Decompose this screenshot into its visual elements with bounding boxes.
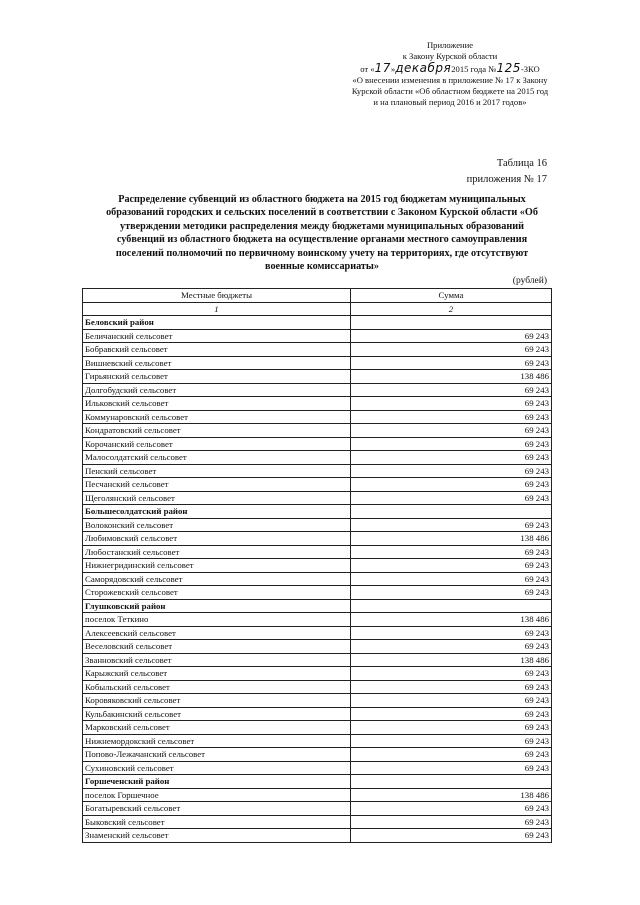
- date-prefix: от «: [360, 63, 375, 74]
- date-year: 2015 года №: [451, 63, 497, 74]
- settlement-name: Беличанский сельсовет: [83, 329, 351, 343]
- amount-cell: 69 243: [351, 640, 552, 654]
- settlement-name: Знаменский сельсовет: [83, 829, 351, 843]
- amount-cell: 69 243: [351, 680, 552, 694]
- table-row: [83, 761, 552, 775]
- appendix-line-5: Курской области «Об областном бюджете на 2015 год: [351, 86, 549, 97]
- table-row: [83, 680, 552, 694]
- table-index-row: [83, 302, 552, 316]
- amount-cell: 69 243: [351, 329, 552, 343]
- district-name: Глушковский район: [83, 599, 351, 613]
- table-row: [83, 788, 552, 802]
- amount-cell: 69 243: [351, 802, 552, 816]
- settlement-name: Пенский сельсовет: [83, 464, 351, 478]
- appendix-line-2: к Закону Курской области: [402, 51, 498, 62]
- amount-cell: [351, 775, 552, 789]
- settlement-name: Нижнегридинский сельсовет: [83, 559, 351, 573]
- settlement-name: Быковский сельсовет: [83, 815, 351, 829]
- appendix-line-1: Приложение: [426, 40, 474, 50]
- settlement-name: Богатыревский сельсовет: [83, 802, 351, 816]
- handwritten-number: 125: [496, 60, 521, 75]
- table-header-row: [83, 289, 552, 303]
- date-mid: »: [390, 63, 396, 74]
- settlement-name: Алексеевский сельсовет: [83, 626, 351, 640]
- table-row: [83, 518, 552, 532]
- settlement-name: Марковский сельсовет: [83, 721, 351, 735]
- table-row: [83, 694, 552, 708]
- district-name: Беловский район: [83, 316, 351, 330]
- table-row: [83, 329, 552, 343]
- table-row: [83, 356, 552, 370]
- amount-cell: 138 486: [351, 532, 552, 546]
- table-row: [83, 424, 552, 438]
- district-name: Большесолдатский район: [83, 505, 351, 519]
- table-row: [83, 397, 552, 411]
- settlement-name: Любимовский сельсовет: [83, 532, 351, 546]
- settlement-name: Песчанский сельсовет: [83, 478, 351, 492]
- table-row: [83, 383, 552, 397]
- number-suffix: -ЗКО: [520, 63, 540, 74]
- district-row: [83, 775, 552, 789]
- table-row: [83, 640, 552, 654]
- amount-cell: 69 243: [351, 478, 552, 492]
- settlement-name: Малосолдатский сельсовет: [83, 451, 351, 465]
- appendix-number: приложения № 17: [466, 174, 547, 185]
- settlement-name: Сухиновский сельсовет: [83, 761, 351, 775]
- table-row: [83, 370, 552, 384]
- settlement-name: Веселовский сельсовет: [83, 640, 351, 654]
- subventions-table: [82, 288, 552, 843]
- amount-cell: 69 243: [351, 667, 552, 681]
- table-row: [83, 802, 552, 816]
- settlement-name: поселок Теткино: [83, 613, 351, 627]
- amount-cell: 69 243: [351, 761, 552, 775]
- amount-cell: 69 243: [351, 559, 552, 573]
- table-row: [83, 613, 552, 627]
- amount-cell: 69 243: [351, 707, 552, 721]
- table-row: [83, 586, 552, 600]
- table-row: [83, 626, 552, 640]
- district-row: [83, 599, 552, 613]
- amount-cell: 69 243: [351, 464, 552, 478]
- amount-cell: 138 486: [351, 788, 552, 802]
- document-title: Распределение субвенций из областного бюджета на 2015 год бюджетам муниципальных образований городских и сельских поселений в соответствии с Законом Курской области «Об утверждении методики распределения между бюджетами муниципальных образований субвенций из областного бюджета на осуществление органами местного самоуправления поселений полномочий по первичному воинскому учету на территориях, где отсутствуют военные комиссариаты»: [106, 194, 538, 273]
- table-row: [83, 343, 552, 357]
- amount-cell: 69 243: [351, 451, 552, 465]
- table-row: [83, 410, 552, 424]
- settlement-name: Саморядовский сельсовет: [83, 572, 351, 586]
- settlement-name: Корочанский сельсовет: [83, 437, 351, 451]
- amount-cell: 69 243: [351, 734, 552, 748]
- table-row: [83, 437, 552, 451]
- settlement-name: Волоконский сельсовет: [83, 518, 351, 532]
- district-name: Горшеченский район: [83, 775, 351, 789]
- amount-cell: 69 243: [351, 815, 552, 829]
- amount-cell: 69 243: [351, 356, 552, 370]
- table-row: [83, 451, 552, 465]
- settlement-name: Любостанский сельсовет: [83, 545, 351, 559]
- table-reference: [467, 156, 547, 188]
- amount-cell: 138 486: [351, 653, 552, 667]
- settlement-name: Бобравский сельсовет: [83, 343, 351, 357]
- amount-cell: 69 243: [351, 829, 552, 843]
- amount-cell: [351, 599, 552, 613]
- amount-cell: 69 243: [351, 748, 552, 762]
- settlement-name: Гирьянский сельсовет: [83, 370, 351, 384]
- amount-cell: 69 243: [351, 572, 552, 586]
- handwritten-month: декабря: [395, 60, 452, 75]
- appendix-header: [318, 40, 582, 109]
- table-row: [83, 707, 552, 721]
- amount-cell: 69 243: [351, 343, 552, 357]
- settlement-name: Кобыльский сельсовет: [83, 680, 351, 694]
- table-row: [83, 532, 552, 546]
- appendix-date-line: [318, 60, 582, 75]
- amount-cell: 69 243: [351, 694, 552, 708]
- amount-cell: 69 243: [351, 397, 552, 411]
- table-row: [83, 815, 552, 829]
- amount-cell: 69 243: [351, 518, 552, 532]
- amount-cell: [351, 505, 552, 519]
- settlement-name: Долгобудский сельсовет: [83, 383, 351, 397]
- settlement-name: Коммунаровский сельсовет: [83, 410, 351, 424]
- table-row: [83, 721, 552, 735]
- appendix-line-4: «О внесении изменения в приложение № 17 к Закону: [352, 74, 548, 85]
- unit-label: (рублей): [512, 276, 547, 286]
- settlement-name: Кульбакинский сельсовет: [83, 707, 351, 721]
- table-row: [83, 667, 552, 681]
- table-row: [83, 545, 552, 559]
- index-col-2: 2: [351, 302, 552, 316]
- table-row: [83, 572, 552, 586]
- handwritten-day: 17: [374, 60, 391, 75]
- header-budgets: Местные бюджеты: [83, 289, 351, 303]
- index-col-1: 1: [83, 302, 351, 316]
- district-row: [83, 505, 552, 519]
- district-row: [83, 316, 552, 330]
- settlement-name: Званновский сельсовет: [83, 653, 351, 667]
- amount-cell: 69 243: [351, 491, 552, 505]
- header-amount: Сумма: [351, 289, 552, 303]
- settlement-name: Вишневский сельсовет: [83, 356, 351, 370]
- amount-cell: 69 243: [351, 437, 552, 451]
- amount-cell: 138 486: [351, 370, 552, 384]
- settlement-name: Нижнемордокский сельсовет: [83, 734, 351, 748]
- amount-cell: 69 243: [351, 424, 552, 438]
- table-row: [83, 734, 552, 748]
- table-row: [83, 559, 552, 573]
- settlement-name: Карыжский сельсовет: [83, 667, 351, 681]
- table-number: Таблица 16: [496, 158, 547, 169]
- amount-cell: 69 243: [351, 721, 552, 735]
- table-row: [83, 464, 552, 478]
- amount-cell: [351, 316, 552, 330]
- settlement-name: Щеголянский сельсовет: [83, 491, 351, 505]
- amount-cell: 138 486: [351, 613, 552, 627]
- appendix-line-6: и на плановый период 2016 и 2017 годов»: [373, 97, 527, 108]
- table-row: [83, 491, 552, 505]
- settlement-name: поселок Горшечное: [83, 788, 351, 802]
- settlement-name: Коровяковский сельсовет: [83, 694, 351, 708]
- amount-cell: 69 243: [351, 383, 552, 397]
- amount-cell: 69 243: [351, 586, 552, 600]
- settlement-name: Попово-Лежачанский сельсовет: [83, 748, 351, 762]
- amount-cell: 69 243: [351, 545, 552, 559]
- amount-cell: 69 243: [351, 626, 552, 640]
- settlement-name: Сторожевский сельсовет: [83, 586, 351, 600]
- amount-cell: 69 243: [351, 410, 552, 424]
- settlement-name: Ильковский сельсовет: [83, 397, 351, 411]
- settlement-name: Кондратовский сельсовет: [83, 424, 351, 438]
- table-row: [83, 829, 552, 843]
- table-row: [83, 748, 552, 762]
- table-row: [83, 653, 552, 667]
- table-row: [83, 478, 552, 492]
